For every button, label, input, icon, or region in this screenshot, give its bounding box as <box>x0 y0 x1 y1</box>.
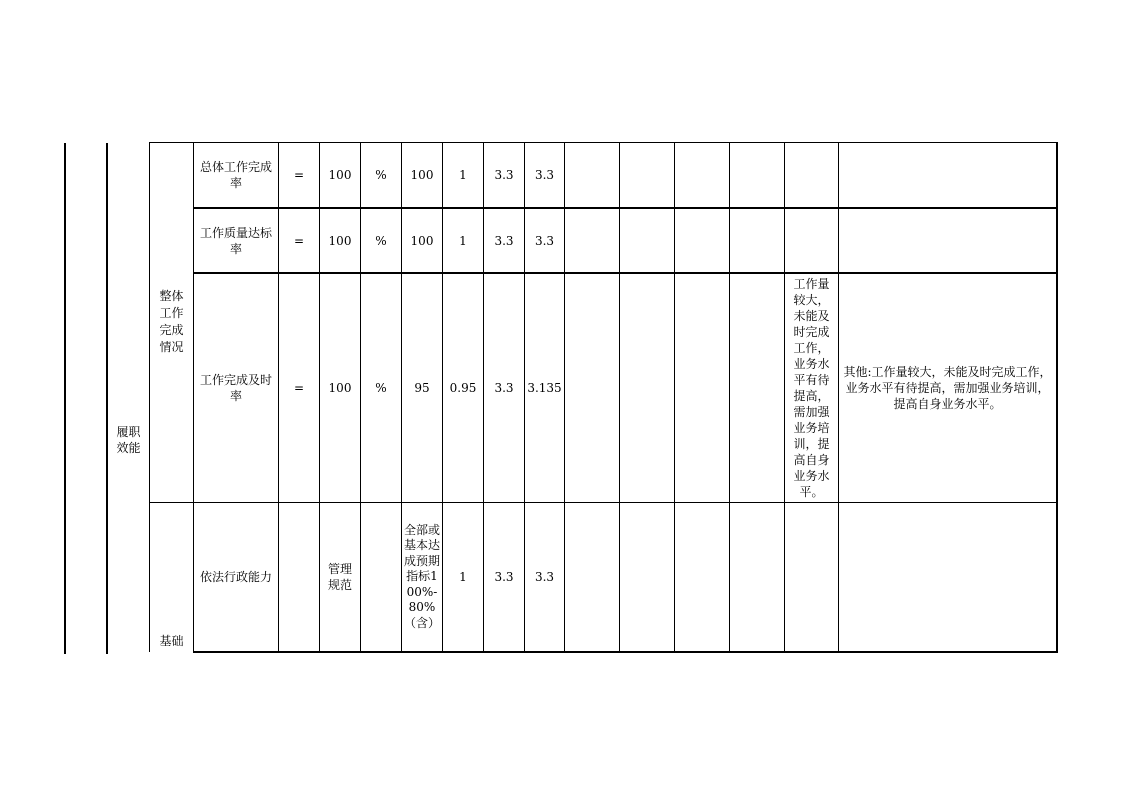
category-level1: 履职效能 <box>116 425 141 455</box>
score: 3.135 <box>527 381 562 395</box>
score: 3.3 <box>534 570 555 584</box>
weight: 3.3 <box>494 233 514 248</box>
actual-value: 95 <box>414 381 430 395</box>
score: 3.3 <box>534 168 555 182</box>
weight: 3.3 <box>494 570 514 584</box>
remark: 其他:工作量较大，未能及时完成工作，业务水平有待提高，需加强业务培训，提高自身业务水平。 <box>843 365 1052 411</box>
actual-value: 100 <box>410 233 434 248</box>
left-border-2 <box>106 143 108 654</box>
left-border-1 <box>64 143 66 654</box>
remark <box>839 503 1056 651</box>
remark <box>839 143 1056 207</box>
unit <box>361 503 401 651</box>
deduction-reason <box>785 143 838 207</box>
ratio: 0.95 <box>449 381 477 395</box>
col-line <box>729 142 730 652</box>
weight: 3.3 <box>494 168 514 182</box>
operator <box>279 503 319 651</box>
col-line <box>619 142 620 652</box>
group-label: 基础 <box>159 634 184 648</box>
target-value: 100 <box>328 233 352 248</box>
operator: = <box>293 168 305 182</box>
score: 3.3 <box>534 233 555 248</box>
row-line-bottom <box>193 651 1058 653</box>
col-line <box>1056 142 1058 652</box>
unit: % <box>375 233 387 248</box>
indicator-name: 总体工作完成率 <box>199 160 272 190</box>
weight: 3.3 <box>494 381 514 395</box>
col-line <box>674 142 675 652</box>
unit: % <box>375 381 387 395</box>
actual-value: 全部或基本达成预期指标100%-80%（含） <box>404 522 441 630</box>
unit: % <box>375 168 387 182</box>
ratio: 1 <box>459 168 467 182</box>
remark <box>839 209 1056 272</box>
col-line <box>564 142 565 652</box>
operator: = <box>293 233 305 248</box>
target-value: 100 <box>328 381 352 395</box>
indicator-name: 依法行政能力 <box>199 570 272 584</box>
indicator-name: 工作完成及时率 <box>199 373 272 403</box>
group-label: 整体工作完成情况 <box>159 289 184 354</box>
operator: = <box>293 381 305 395</box>
target-value: 100 <box>328 168 352 182</box>
deduction-reason <box>785 209 838 272</box>
target-value: 管理规范 <box>327 562 352 592</box>
deduction-reason: 工作量较大，未能及时完成工作，业务水平有待提高，需加强业务培训，提高自身业务水平。 <box>793 277 830 499</box>
ratio: 1 <box>459 233 467 248</box>
deduction-reason <box>785 503 838 651</box>
ratio: 1 <box>459 570 467 584</box>
actual-value: 100 <box>410 168 434 182</box>
indicator-name: 工作质量达标率 <box>199 225 272 256</box>
